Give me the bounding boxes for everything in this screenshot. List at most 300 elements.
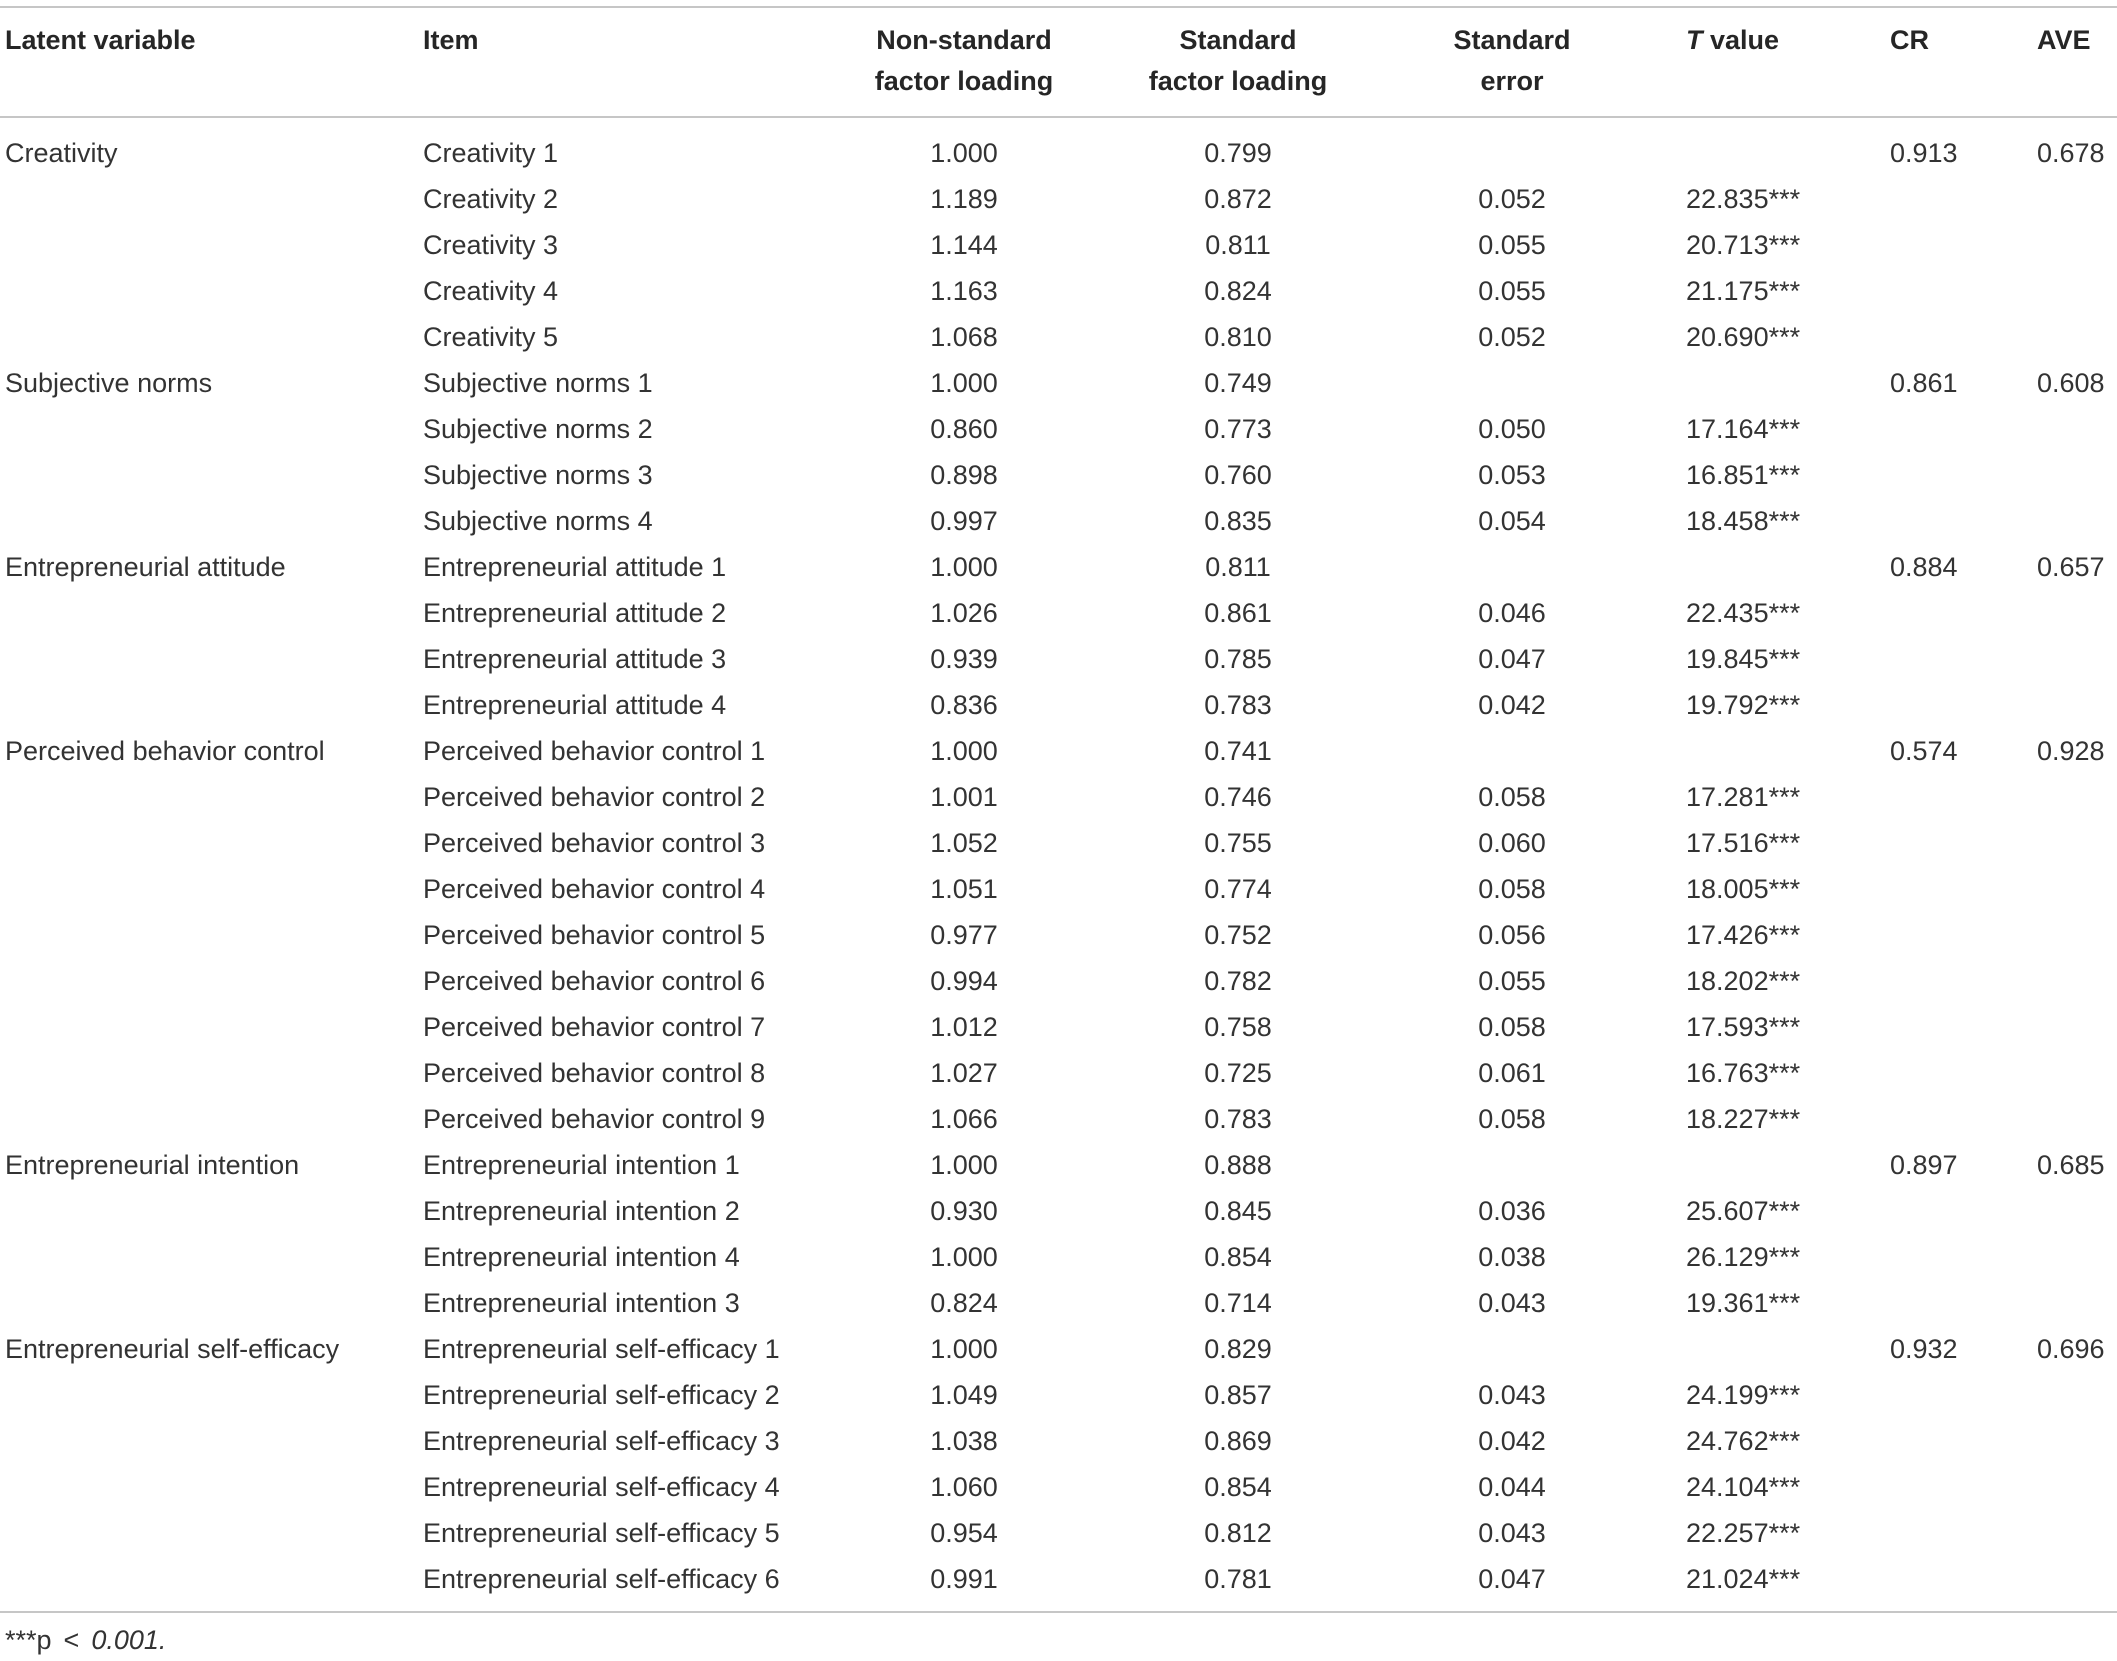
standard-error-cell: 0.043 xyxy=(1478,1518,1546,1548)
empty-cell xyxy=(1890,1234,2037,1280)
empty-cell xyxy=(0,1280,423,1326)
t-value-cell: 16.851*** xyxy=(1686,460,1801,490)
empty-cell xyxy=(0,1464,423,1510)
t-value-cell: 19.361*** xyxy=(1686,1288,1801,1318)
empty-cell xyxy=(1890,498,2037,544)
t-value-cell: 20.713*** xyxy=(1686,230,1801,260)
table-row xyxy=(0,1050,2117,1096)
standard-loading-cell: 0.857 xyxy=(1204,1380,1272,1410)
standard-error-cell: 0.043 xyxy=(1478,1288,1546,1318)
standard-loading-cell: 0.824 xyxy=(1204,276,1272,306)
empty-cell xyxy=(2037,774,2117,820)
standard-loading-cell: 0.888 xyxy=(1204,1150,1272,1180)
t-value-cell: 21.024*** xyxy=(1686,1564,1801,1594)
standard-loading-cell: 0.829 xyxy=(1204,1334,1272,1364)
item-cell: Creativity 4 xyxy=(423,276,559,306)
nonstandard-loading-cell: 0.898 xyxy=(930,460,998,490)
item-header: Item xyxy=(423,25,479,55)
standard-loading-cell: 0.810 xyxy=(1204,322,1272,352)
nonstandard-loading-cell: 0.994 xyxy=(930,966,998,996)
table-row xyxy=(0,912,2117,958)
empty-cell xyxy=(2037,636,2117,682)
standard-loading-cell: 0.714 xyxy=(1204,1288,1272,1318)
latent-variable-cell: Entrepreneurial self-efficacy xyxy=(5,1334,340,1364)
standard-loading-cell: 0.746 xyxy=(1204,782,1272,812)
empty-cell xyxy=(2037,452,2117,498)
t-value-cell: 25.607*** xyxy=(1686,1196,1801,1226)
ave-cell: 0.685 xyxy=(2037,1150,2105,1180)
nonstandard-loading-cell: 1.001 xyxy=(930,782,998,812)
standard-error-cell: 0.050 xyxy=(1478,414,1546,444)
standard-error-header-line2: error xyxy=(1480,66,1544,96)
empty-cell xyxy=(2037,912,2117,958)
empty-cell xyxy=(1890,406,2037,452)
empty-cell xyxy=(2037,1004,2117,1050)
t-value-cell: 26.129*** xyxy=(1686,1242,1801,1272)
item-cell: Creativity 3 xyxy=(423,230,559,260)
nonstandard-loading-cell: 1.027 xyxy=(930,1058,998,1088)
table-header xyxy=(0,7,2117,117)
standard-loading-cell: 0.755 xyxy=(1204,828,1272,858)
t-value-cell: 16.763*** xyxy=(1686,1058,1801,1088)
item-cell: Perceived behavior control 9 xyxy=(423,1104,766,1134)
standard-error-cell: 0.061 xyxy=(1478,1058,1546,1088)
empty-cell xyxy=(2037,176,2117,222)
item-cell: Subjective norms 3 xyxy=(423,460,653,490)
nonstandard-loading-cell: 1.038 xyxy=(930,1426,998,1456)
table-row xyxy=(0,1234,2117,1280)
empty-cell xyxy=(0,498,423,544)
standard-loading-cell: 0.760 xyxy=(1204,460,1272,490)
standard-loading-cell: 0.749 xyxy=(1204,368,1272,398)
t-value-cell: 22.835*** xyxy=(1686,184,1801,214)
empty-cell xyxy=(0,590,423,636)
nonstandard-loading-header xyxy=(827,7,1101,117)
empty-cell xyxy=(2037,268,2117,314)
empty-cell xyxy=(1890,222,2037,268)
latent-variable-header: Latent variable xyxy=(5,25,196,55)
empty-cell xyxy=(2037,1510,2117,1556)
nonstandard-loading-cell: 1.000 xyxy=(930,552,998,582)
standard-error-header-line1: Standard xyxy=(1453,25,1571,55)
empty-cell xyxy=(1375,728,1649,774)
empty-cell xyxy=(0,682,423,728)
standard-error-cell: 0.055 xyxy=(1478,966,1546,996)
item-cell: Entrepreneurial attitude 1 xyxy=(423,552,727,582)
table-row xyxy=(0,117,2117,176)
item-cell: Perceived behavior control 1 xyxy=(423,736,766,766)
empty-cell xyxy=(0,774,423,820)
t-value-cell: 22.435*** xyxy=(1686,598,1801,628)
empty-cell xyxy=(0,1234,423,1280)
empty-cell xyxy=(1890,1096,2037,1142)
latent-variable-cell: Entrepreneurial attitude xyxy=(5,552,286,582)
latent-variable-cell: Subjective norms xyxy=(5,368,213,398)
nonstandard-loading-cell: 0.977 xyxy=(930,920,998,950)
nonstandard-loading-cell: 1.066 xyxy=(930,1104,998,1134)
nonstandard-loading-cell: 1.000 xyxy=(930,1150,998,1180)
empty-cell xyxy=(0,268,423,314)
table-row xyxy=(0,636,2117,682)
standard-loading-cell: 0.785 xyxy=(1204,644,1272,674)
item-cell: Perceived behavior control 5 xyxy=(423,920,766,950)
item-cell: Perceived behavior control 8 xyxy=(423,1058,766,1088)
standard-error-cell: 0.046 xyxy=(1478,598,1546,628)
empty-cell xyxy=(0,636,423,682)
standard-error-cell: 0.052 xyxy=(1478,184,1546,214)
empty-cell xyxy=(2037,1188,2117,1234)
table-row xyxy=(0,866,2117,912)
table-row xyxy=(0,452,2117,498)
standard-loading-cell: 0.774 xyxy=(1204,874,1272,904)
empty-cell xyxy=(0,1372,423,1418)
empty-cell xyxy=(1375,1326,1649,1372)
empty-cell xyxy=(2037,682,2117,728)
empty-cell xyxy=(2037,1096,2117,1142)
empty-cell xyxy=(2037,1418,2117,1464)
item-cell: Entrepreneurial self-efficacy 4 xyxy=(423,1472,780,1502)
cr-cell: 0.897 xyxy=(1890,1150,1958,1180)
t-value-cell: 17.426*** xyxy=(1686,920,1801,950)
empty-cell xyxy=(0,222,423,268)
empty-cell xyxy=(2037,1556,2117,1612)
empty-cell xyxy=(1890,590,2037,636)
nonstandard-loading-cell: 0.824 xyxy=(930,1288,998,1318)
standard-loading-cell: 0.811 xyxy=(1205,552,1271,582)
nonstandard-loading-cell: 0.939 xyxy=(930,644,998,674)
empty-cell xyxy=(2037,314,2117,360)
footnote-significance: ***p xyxy=(5,1625,52,1655)
empty-cell xyxy=(2037,866,2117,912)
empty-cell xyxy=(1890,866,2037,912)
t-value-cell: 18.005*** xyxy=(1686,874,1801,904)
standard-loading-cell: 0.781 xyxy=(1204,1564,1272,1594)
empty-cell xyxy=(1890,314,2037,360)
standard-error-cell: 0.044 xyxy=(1478,1472,1546,1502)
header-row xyxy=(0,7,2117,117)
standard-error-cell: 0.058 xyxy=(1478,1104,1546,1134)
standard-error-cell: 0.036 xyxy=(1478,1196,1546,1226)
standard-loading-cell: 0.854 xyxy=(1204,1472,1272,1502)
t-value-word: value xyxy=(1710,25,1780,55)
empty-cell xyxy=(1375,544,1649,590)
table-row xyxy=(0,1188,2117,1234)
table-row xyxy=(0,1142,2117,1188)
empty-cell xyxy=(0,958,423,1004)
standard-loading-cell: 0.835 xyxy=(1204,506,1272,536)
empty-cell xyxy=(1649,360,1890,406)
item-cell: Entrepreneurial intention 3 xyxy=(423,1288,740,1318)
standard-loading-header-line2: factor loading xyxy=(1148,66,1328,96)
table-row xyxy=(0,1464,2117,1510)
t-value-cell: 17.164*** xyxy=(1686,414,1801,444)
empty-cell xyxy=(2037,406,2117,452)
t-value-cell: 24.104*** xyxy=(1686,1472,1801,1502)
standard-loading-cell: 0.783 xyxy=(1204,1104,1272,1134)
empty-cell xyxy=(0,1050,423,1096)
nonstandard-loading-cell: 1.012 xyxy=(930,1012,998,1042)
nonstandard-loading-cell: 1.049 xyxy=(930,1380,998,1410)
standard-loading-cell: 0.773 xyxy=(1204,414,1272,444)
item-cell: Entrepreneurial self-efficacy 5 xyxy=(423,1518,780,1548)
empty-cell xyxy=(2037,498,2117,544)
empty-cell xyxy=(0,314,423,360)
nonstandard-loading-cell: 0.991 xyxy=(930,1564,998,1594)
table-row xyxy=(0,1096,2117,1142)
empty-cell xyxy=(1890,1280,2037,1326)
ave-cell: 0.696 xyxy=(2037,1334,2105,1364)
nonstandard-loading-cell: 1.060 xyxy=(930,1472,998,1502)
table-row xyxy=(0,406,2117,452)
empty-cell xyxy=(0,1004,423,1050)
item-cell: Perceived behavior control 7 xyxy=(423,1012,766,1042)
empty-cell xyxy=(1649,117,1890,176)
empty-cell xyxy=(0,1556,423,1612)
standard-error-cell: 0.055 xyxy=(1478,230,1546,260)
table-row xyxy=(0,268,2117,314)
empty-cell xyxy=(1649,1142,1890,1188)
t-value-cell: 22.257*** xyxy=(1686,1518,1801,1548)
item-cell: Entrepreneurial intention 4 xyxy=(423,1242,740,1272)
item-cell: Entrepreneurial attitude 4 xyxy=(423,690,727,720)
standard-error-cell: 0.058 xyxy=(1478,874,1546,904)
nonstandard-loading-cell: 1.163 xyxy=(930,276,998,306)
table-row xyxy=(0,1418,2117,1464)
t-value-cell: 24.762*** xyxy=(1686,1426,1801,1456)
nonstandard-loading-cell: 1.000 xyxy=(930,736,998,766)
standard-error-cell: 0.042 xyxy=(1478,1426,1546,1456)
standard-error-cell: 0.058 xyxy=(1478,782,1546,812)
standard-error-cell: 0.047 xyxy=(1478,1564,1546,1594)
nonstandard-loading-cell: 0.954 xyxy=(930,1518,998,1548)
standard-loading-cell: 0.799 xyxy=(1204,138,1272,168)
table-row xyxy=(0,176,2117,222)
results-table xyxy=(0,6,2117,1613)
empty-cell xyxy=(1890,1510,2037,1556)
empty-cell xyxy=(0,176,423,222)
empty-cell xyxy=(1375,1142,1649,1188)
empty-cell xyxy=(1375,360,1649,406)
item-cell: Creativity 2 xyxy=(423,184,559,214)
item-cell: Perceived behavior control 6 xyxy=(423,966,766,996)
latent-variable-cell: Creativity xyxy=(5,138,118,168)
t-value-cell: 18.227*** xyxy=(1686,1104,1801,1134)
table-row xyxy=(0,774,2117,820)
empty-cell xyxy=(0,1418,423,1464)
empty-cell xyxy=(1375,117,1649,176)
empty-cell xyxy=(1890,774,2037,820)
standard-error-cell: 0.054 xyxy=(1478,506,1546,536)
empty-cell xyxy=(1890,958,2037,1004)
standard-error-cell: 0.043 xyxy=(1478,1380,1546,1410)
table-row xyxy=(0,1280,2117,1326)
t-value-symbol: T xyxy=(1686,25,1703,55)
table-row xyxy=(0,1004,2117,1050)
standard-loading-cell: 0.758 xyxy=(1204,1012,1272,1042)
standard-loading-cell: 0.725 xyxy=(1204,1058,1272,1088)
table-footnote xyxy=(5,1620,166,1660)
standard-error-cell: 0.038 xyxy=(1478,1242,1546,1272)
empty-cell xyxy=(1890,1372,2037,1418)
t-value-cell: 18.202*** xyxy=(1686,966,1801,996)
nonstandard-loading-cell: 1.051 xyxy=(930,874,998,904)
cr-cell: 0.861 xyxy=(1890,368,1958,398)
nonstandard-loading-cell: 1.144 xyxy=(930,230,998,260)
table-row xyxy=(0,360,2117,406)
footnote-operator: < xyxy=(63,1625,80,1655)
empty-cell xyxy=(2037,1234,2117,1280)
table-row xyxy=(0,958,2117,1004)
cr-cell: 0.913 xyxy=(1890,138,1958,168)
empty-cell xyxy=(1890,1418,2037,1464)
item-cell: Perceived behavior control 2 xyxy=(423,782,766,812)
ave-cell: 0.608 xyxy=(2037,368,2105,398)
nonstandard-loading-header-line2: factor loading xyxy=(874,66,1054,96)
table-row xyxy=(0,682,2117,728)
standard-loading-cell: 0.854 xyxy=(1204,1242,1272,1272)
empty-cell xyxy=(1890,1556,2037,1612)
nonstandard-loading-cell: 0.860 xyxy=(930,414,998,444)
standard-error-cell: 0.042 xyxy=(1478,690,1546,720)
empty-cell xyxy=(1890,820,2037,866)
table-row xyxy=(0,1372,2117,1418)
nonstandard-loading-cell: 1.052 xyxy=(930,828,998,858)
t-value-cell: 20.690*** xyxy=(1686,322,1801,352)
standard-loading-cell: 0.845 xyxy=(1204,1196,1272,1226)
table-row xyxy=(0,1510,2117,1556)
latent-variable-cell: Perceived behavior control xyxy=(5,736,325,766)
empty-cell xyxy=(2037,1372,2117,1418)
nonstandard-loading-cell: 0.930 xyxy=(930,1196,998,1226)
item-cell: Subjective norms 2 xyxy=(423,414,653,444)
empty-cell xyxy=(1890,912,2037,958)
table-row xyxy=(0,498,2117,544)
nonstandard-loading-cell: 1.189 xyxy=(930,184,998,214)
item-cell: Subjective norms 4 xyxy=(423,506,653,536)
table-row xyxy=(0,1326,2117,1372)
standard-loading-cell: 0.872 xyxy=(1204,184,1272,214)
empty-cell xyxy=(2037,590,2117,636)
empty-cell xyxy=(1649,1326,1890,1372)
standard-loading-cell: 0.783 xyxy=(1204,690,1272,720)
cr-cell: 0.932 xyxy=(1890,1334,1958,1364)
table-body xyxy=(0,117,2117,1612)
item-cell: Creativity 1 xyxy=(423,138,559,168)
ave-cell: 0.678 xyxy=(2037,138,2105,168)
standard-loading-cell: 0.812 xyxy=(1204,1518,1272,1548)
standard-loading-cell: 0.741 xyxy=(1204,736,1272,766)
table-row xyxy=(0,820,2117,866)
standard-error-cell: 0.056 xyxy=(1478,920,1546,950)
table-row xyxy=(0,544,2117,590)
item-cell: Entrepreneurial self-efficacy 2 xyxy=(423,1380,780,1410)
empty-cell xyxy=(1890,452,2037,498)
t-value-cell: 18.458*** xyxy=(1686,506,1801,536)
item-cell: Entrepreneurial self-efficacy 3 xyxy=(423,1426,780,1456)
empty-cell xyxy=(1890,636,2037,682)
standard-error-cell: 0.055 xyxy=(1478,276,1546,306)
footnote-threshold: 0.001. xyxy=(91,1625,167,1655)
standard-loading-cell: 0.811 xyxy=(1205,230,1271,260)
nonstandard-loading-cell: 0.836 xyxy=(930,690,998,720)
empty-cell xyxy=(1890,1050,2037,1096)
nonstandard-loading-cell: 1.000 xyxy=(930,1242,998,1272)
t-value-cell: 21.175*** xyxy=(1686,276,1801,306)
standard-error-cell: 0.058 xyxy=(1478,1012,1546,1042)
item-cell: Entrepreneurial intention 2 xyxy=(423,1196,740,1226)
table-row xyxy=(0,1556,2117,1612)
empty-cell xyxy=(1890,1464,2037,1510)
ave-cell: 0.657 xyxy=(2037,552,2105,582)
t-value-cell: 24.199*** xyxy=(1686,1380,1801,1410)
empty-cell xyxy=(0,820,423,866)
standard-error-cell: 0.052 xyxy=(1478,322,1546,352)
standard-error-header xyxy=(1375,7,1649,117)
cr-cell: 0.884 xyxy=(1890,552,1958,582)
empty-cell xyxy=(1890,176,2037,222)
nonstandard-loading-cell: 1.000 xyxy=(930,1334,998,1364)
empty-cell xyxy=(2037,820,2117,866)
item-cell: Entrepreneurial self-efficacy 1 xyxy=(423,1334,780,1364)
nonstandard-loading-cell: 0.997 xyxy=(930,506,998,536)
standard-loading-cell: 0.752 xyxy=(1204,920,1272,950)
empty-cell xyxy=(2037,222,2117,268)
table-row xyxy=(0,590,2117,636)
empty-cell xyxy=(2037,1464,2117,1510)
t-value-cell: 17.281*** xyxy=(1686,782,1801,812)
empty-cell xyxy=(2037,958,2117,1004)
item-cell: Entrepreneurial attitude 3 xyxy=(423,644,727,674)
latent-variable-cell: Entrepreneurial intention xyxy=(5,1150,300,1180)
cr-cell: 0.574 xyxy=(1890,736,1958,766)
standard-loading-cell: 0.869 xyxy=(1204,1426,1272,1456)
empty-cell xyxy=(0,452,423,498)
empty-cell xyxy=(2037,1280,2117,1326)
nonstandard-loading-cell: 1.068 xyxy=(930,322,998,352)
item-cell: Entrepreneurial attitude 2 xyxy=(423,598,727,628)
empty-cell xyxy=(1890,268,2037,314)
empty-cell xyxy=(2037,1050,2117,1096)
item-cell: Entrepreneurial intention 1 xyxy=(423,1150,740,1180)
empty-cell xyxy=(1890,1004,2037,1050)
empty-cell xyxy=(0,866,423,912)
table-row xyxy=(0,728,2117,774)
empty-cell xyxy=(1649,728,1890,774)
standard-error-cell: 0.047 xyxy=(1478,644,1546,674)
ave-header: AVE xyxy=(2037,25,2091,55)
table-row xyxy=(0,314,2117,360)
item-cell: Subjective norms 1 xyxy=(423,368,653,398)
empty-cell xyxy=(0,1188,423,1234)
nonstandard-loading-cell: 1.000 xyxy=(930,368,998,398)
nonstandard-loading-header-line1: Non-standard xyxy=(876,25,1052,55)
standard-error-cell: 0.053 xyxy=(1478,460,1546,490)
t-value-cell: 19.792*** xyxy=(1686,690,1801,720)
ave-cell: 0.928 xyxy=(2037,736,2105,766)
item-cell: Perceived behavior control 4 xyxy=(423,874,766,904)
nonstandard-loading-cell: 1.000 xyxy=(930,138,998,168)
empty-cell xyxy=(1890,682,2037,728)
empty-cell xyxy=(0,912,423,958)
empty-cell xyxy=(0,1096,423,1142)
standard-loading-header-line1: Standard xyxy=(1179,25,1297,55)
empty-cell xyxy=(1890,1188,2037,1234)
empty-cell xyxy=(1649,544,1890,590)
t-value-cell: 17.516*** xyxy=(1686,828,1801,858)
empty-cell xyxy=(0,406,423,452)
table-row xyxy=(0,222,2117,268)
nonstandard-loading-cell: 1.026 xyxy=(930,598,998,628)
